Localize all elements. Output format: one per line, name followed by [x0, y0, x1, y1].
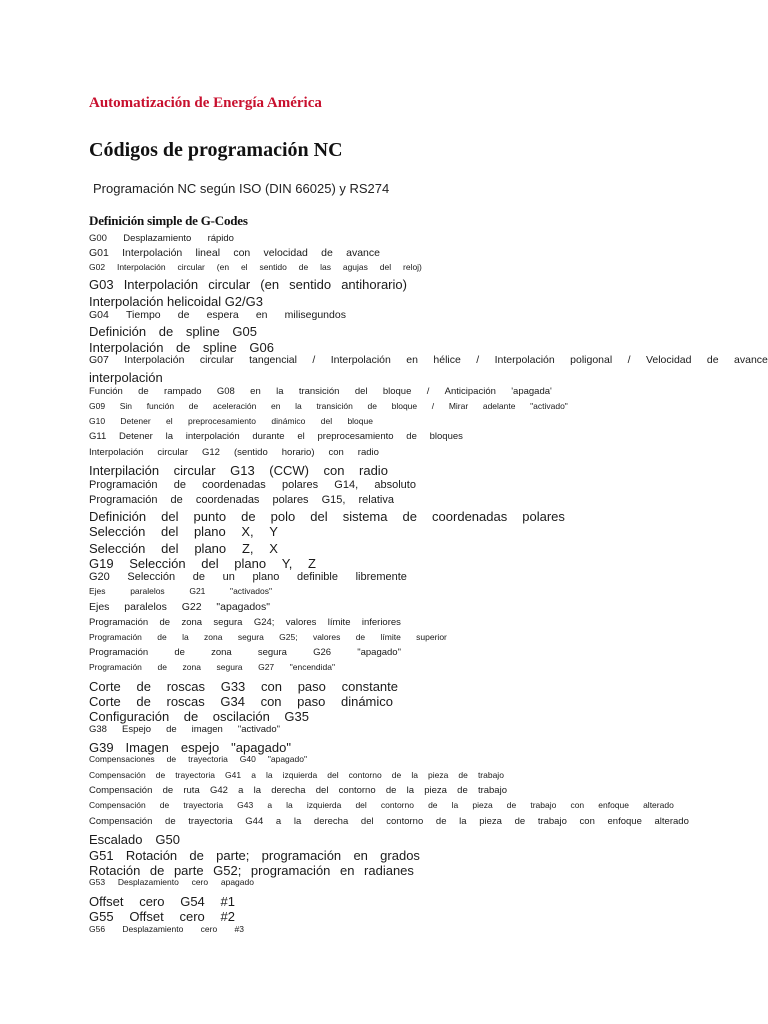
- gcode-line: G04 Tiempo de espera en milisegundos: [89, 309, 346, 321]
- gcode-line: Programación de zona segura G27 "encendida": [89, 662, 335, 672]
- gcode-line: G01 Interpolación lineal con velocidad de avance: [89, 247, 380, 259]
- gcode-line: G55 Offset cero #2: [89, 909, 235, 924]
- gcode-line: G51 Rotación de parte; programación en grados: [89, 848, 420, 863]
- gcode-line: Corte de roscas G34 con paso dinámico: [89, 694, 393, 709]
- gcode-line: Compensación de trayectoria G44 a la derecha del contorno de la pieza de trabajo con enfoque alterado: [89, 816, 689, 827]
- gcode-line: Función de rampado G08 en la transición del bloque / Anticipación 'apagada': [89, 386, 552, 397]
- gcode-line: Definición del punto de polo del sistema de coordenadas polares: [89, 509, 565, 524]
- gcode-line: G39 Imagen espejo "apagado": [89, 740, 291, 755]
- gcode-line: Ejes paralelos G22 "apagados": [89, 601, 270, 613]
- gcode-line: Programación de coordenadas polares G14, absoluto: [89, 479, 416, 491]
- gcode-line: Selección del plano X, Y: [89, 524, 278, 539]
- gcode-line: Escalado G50: [89, 832, 180, 847]
- gcode-line: Compensaciones de trayectoria G40 "apagado": [89, 754, 307, 764]
- page-subtitle: Programación NC según ISO (DIN 66025) y RS274: [93, 181, 390, 196]
- gcode-line: Compensación de trayectoria G41 a la izquierda del contorno de la pieza de trabajo: [89, 770, 504, 780]
- gcode-line: Programación de zona segura G26 "apagado": [89, 647, 401, 658]
- gcode-line: Interpolación circular G12 (sentido horario) con radio: [89, 447, 379, 458]
- gcode-line: Interpolación helicoidal G2/G3: [89, 294, 263, 309]
- gcode-line: Interpilación circular G13 (CCW) con radio: [89, 463, 388, 478]
- gcode-line: Programación de la zona segura G25; valores de límite superior: [89, 632, 447, 642]
- gcode-line: G19 Selección del plano Y, Z: [89, 556, 316, 571]
- gcode-line: G02 Interpolación circular (en el sentido de las agujas del reloj): [89, 262, 422, 272]
- gcode-line: G53 Desplazamiento cero apagado: [89, 877, 254, 887]
- gcode-line: Programación de coordenadas polares G15, relativa: [89, 494, 394, 506]
- gcode-line: Rotación de parte G52; programación en radianes: [89, 863, 414, 878]
- gcode-line: Corte de roscas G33 con paso constante: [89, 679, 398, 694]
- gcode-line: G09 Sin función de aceleración en la transición de bloque / Mirar adelante "activado": [89, 401, 568, 411]
- gcode-line: G00 Desplazamiento rápido: [89, 233, 234, 244]
- gcode-line: Ejes paralelos G21 "activados": [89, 586, 272, 596]
- gcode-line: G56 Desplazamiento cero #3: [89, 924, 244, 934]
- gcode-line: G10 Detener el preprocesamiento dinámico del bloque: [89, 416, 373, 426]
- gcode-line: G38 Espejo de imagen "activado": [89, 724, 280, 735]
- gcode-line: interpolación: [89, 370, 163, 385]
- gcode-line: Compensación de ruta G42 a la derecha del contorno de la pieza de trabajo: [89, 785, 507, 796]
- gcode-line: G07 Interpolación circular tangencial / Interpolación en hélice / Interpolación poligonal / Velocidad de avance: [89, 354, 768, 366]
- gcode-line: Programación de zona segura G24; valores límite inferiores: [89, 617, 401, 628]
- gcode-line: G03 Interpolación circular (en sentido antihorario): [89, 277, 407, 292]
- gcode-line: Selección del plano Z, X: [89, 541, 278, 556]
- gcode-line: Definición de spline G05: [89, 324, 257, 339]
- gcode-line: Configuración de oscilación G35: [89, 709, 309, 724]
- gcode-line: G20 Selección de un plano definible libremente: [89, 571, 407, 583]
- brand-heading: Automatización de Energía América: [89, 95, 322, 111]
- gcode-line: Offset cero G54 #1: [89, 894, 235, 909]
- gcode-line: Interpolación de spline G06: [89, 340, 274, 355]
- gcode-line: G11 Detener la interpolación durante el preprocesamiento de bloques: [89, 431, 463, 442]
- section-title: Definición simple de G-Codes: [89, 213, 248, 228]
- gcode-line: Compensación de trayectoria G43 a la izquierda del contorno de la pieza de trabajo con enfoque alterado: [89, 800, 674, 810]
- page-title: Códigos de programación NC: [89, 139, 343, 161]
